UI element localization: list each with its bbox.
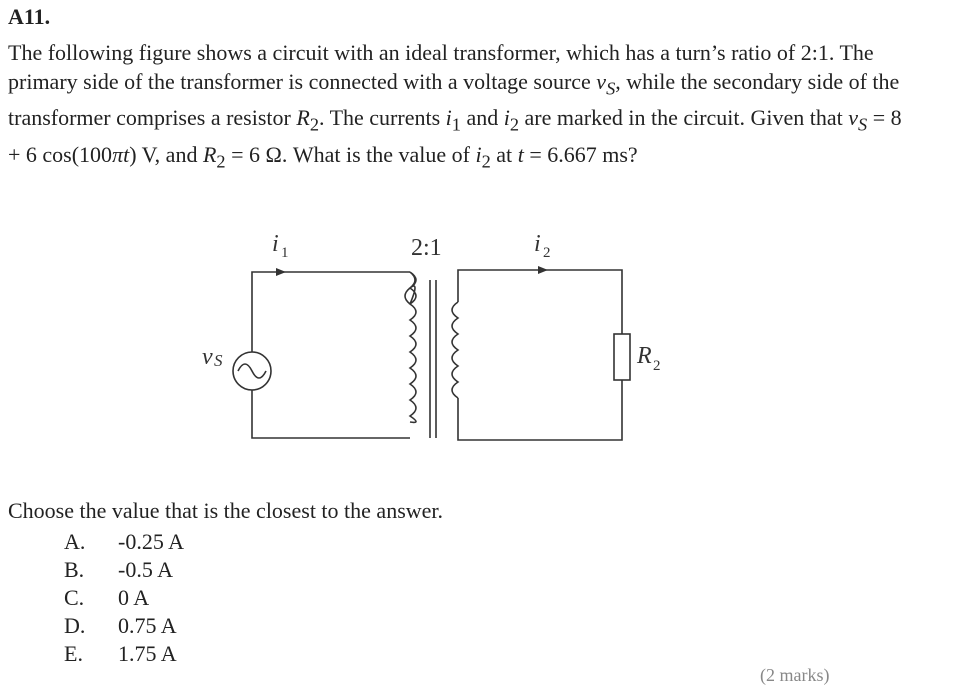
vs-label: v	[202, 344, 213, 370]
r2-sub: 2	[653, 358, 661, 374]
secondary-top-wire	[458, 270, 622, 334]
option-a[interactable]: A. -0.25 A	[64, 529, 184, 554]
question-stem: The following figure shows a circuit with an ideal transformer, which has a turn’s ratio of 2:1. The primary side of the transformer is connected with a voltage source $v_S$, while the secondary side of the transformer comprises a resistor $R_2$. The currents $i_1$ and $i_2$ are marked in the circuit. Given that $v_S = 8 + 6$ cos(100πt) V, and $R_2 = 6$ Ω. What is the value of $i_2$ at t = 6.667 ms?	[8, 40, 902, 172]
question-number: A11.	[8, 4, 51, 29]
resistor-r2	[614, 334, 630, 380]
i2-sub: 2	[543, 245, 551, 261]
i2-arrow	[538, 266, 548, 274]
primary-bottom-wire	[252, 390, 410, 438]
vs-sub: S	[214, 351, 223, 370]
primary-top-wire	[252, 272, 410, 352]
r2-label: R	[637, 343, 652, 369]
ratio-label: 2:1	[411, 235, 442, 261]
instruction: Choose the value that is the closest to the answer.	[8, 498, 444, 523]
option-b[interactable]: B. -0.5 A	[64, 557, 173, 582]
marks-fragment: (2 marks)	[760, 665, 830, 685]
i1-arrow	[276, 268, 286, 276]
option-d[interactable]: D. 0.75 A	[64, 613, 177, 638]
option-e[interactable]: E. 1.75 A	[64, 641, 177, 666]
i2-label: i	[534, 231, 541, 257]
secondary-coil	[452, 302, 458, 398]
i1-sub: 1	[281, 245, 289, 261]
secondary-bottom-wire	[458, 380, 622, 440]
i1-label: i	[272, 231, 279, 257]
primary-coil	[405, 272, 416, 422]
option-c[interactable]: C. 0 A	[64, 585, 150, 610]
